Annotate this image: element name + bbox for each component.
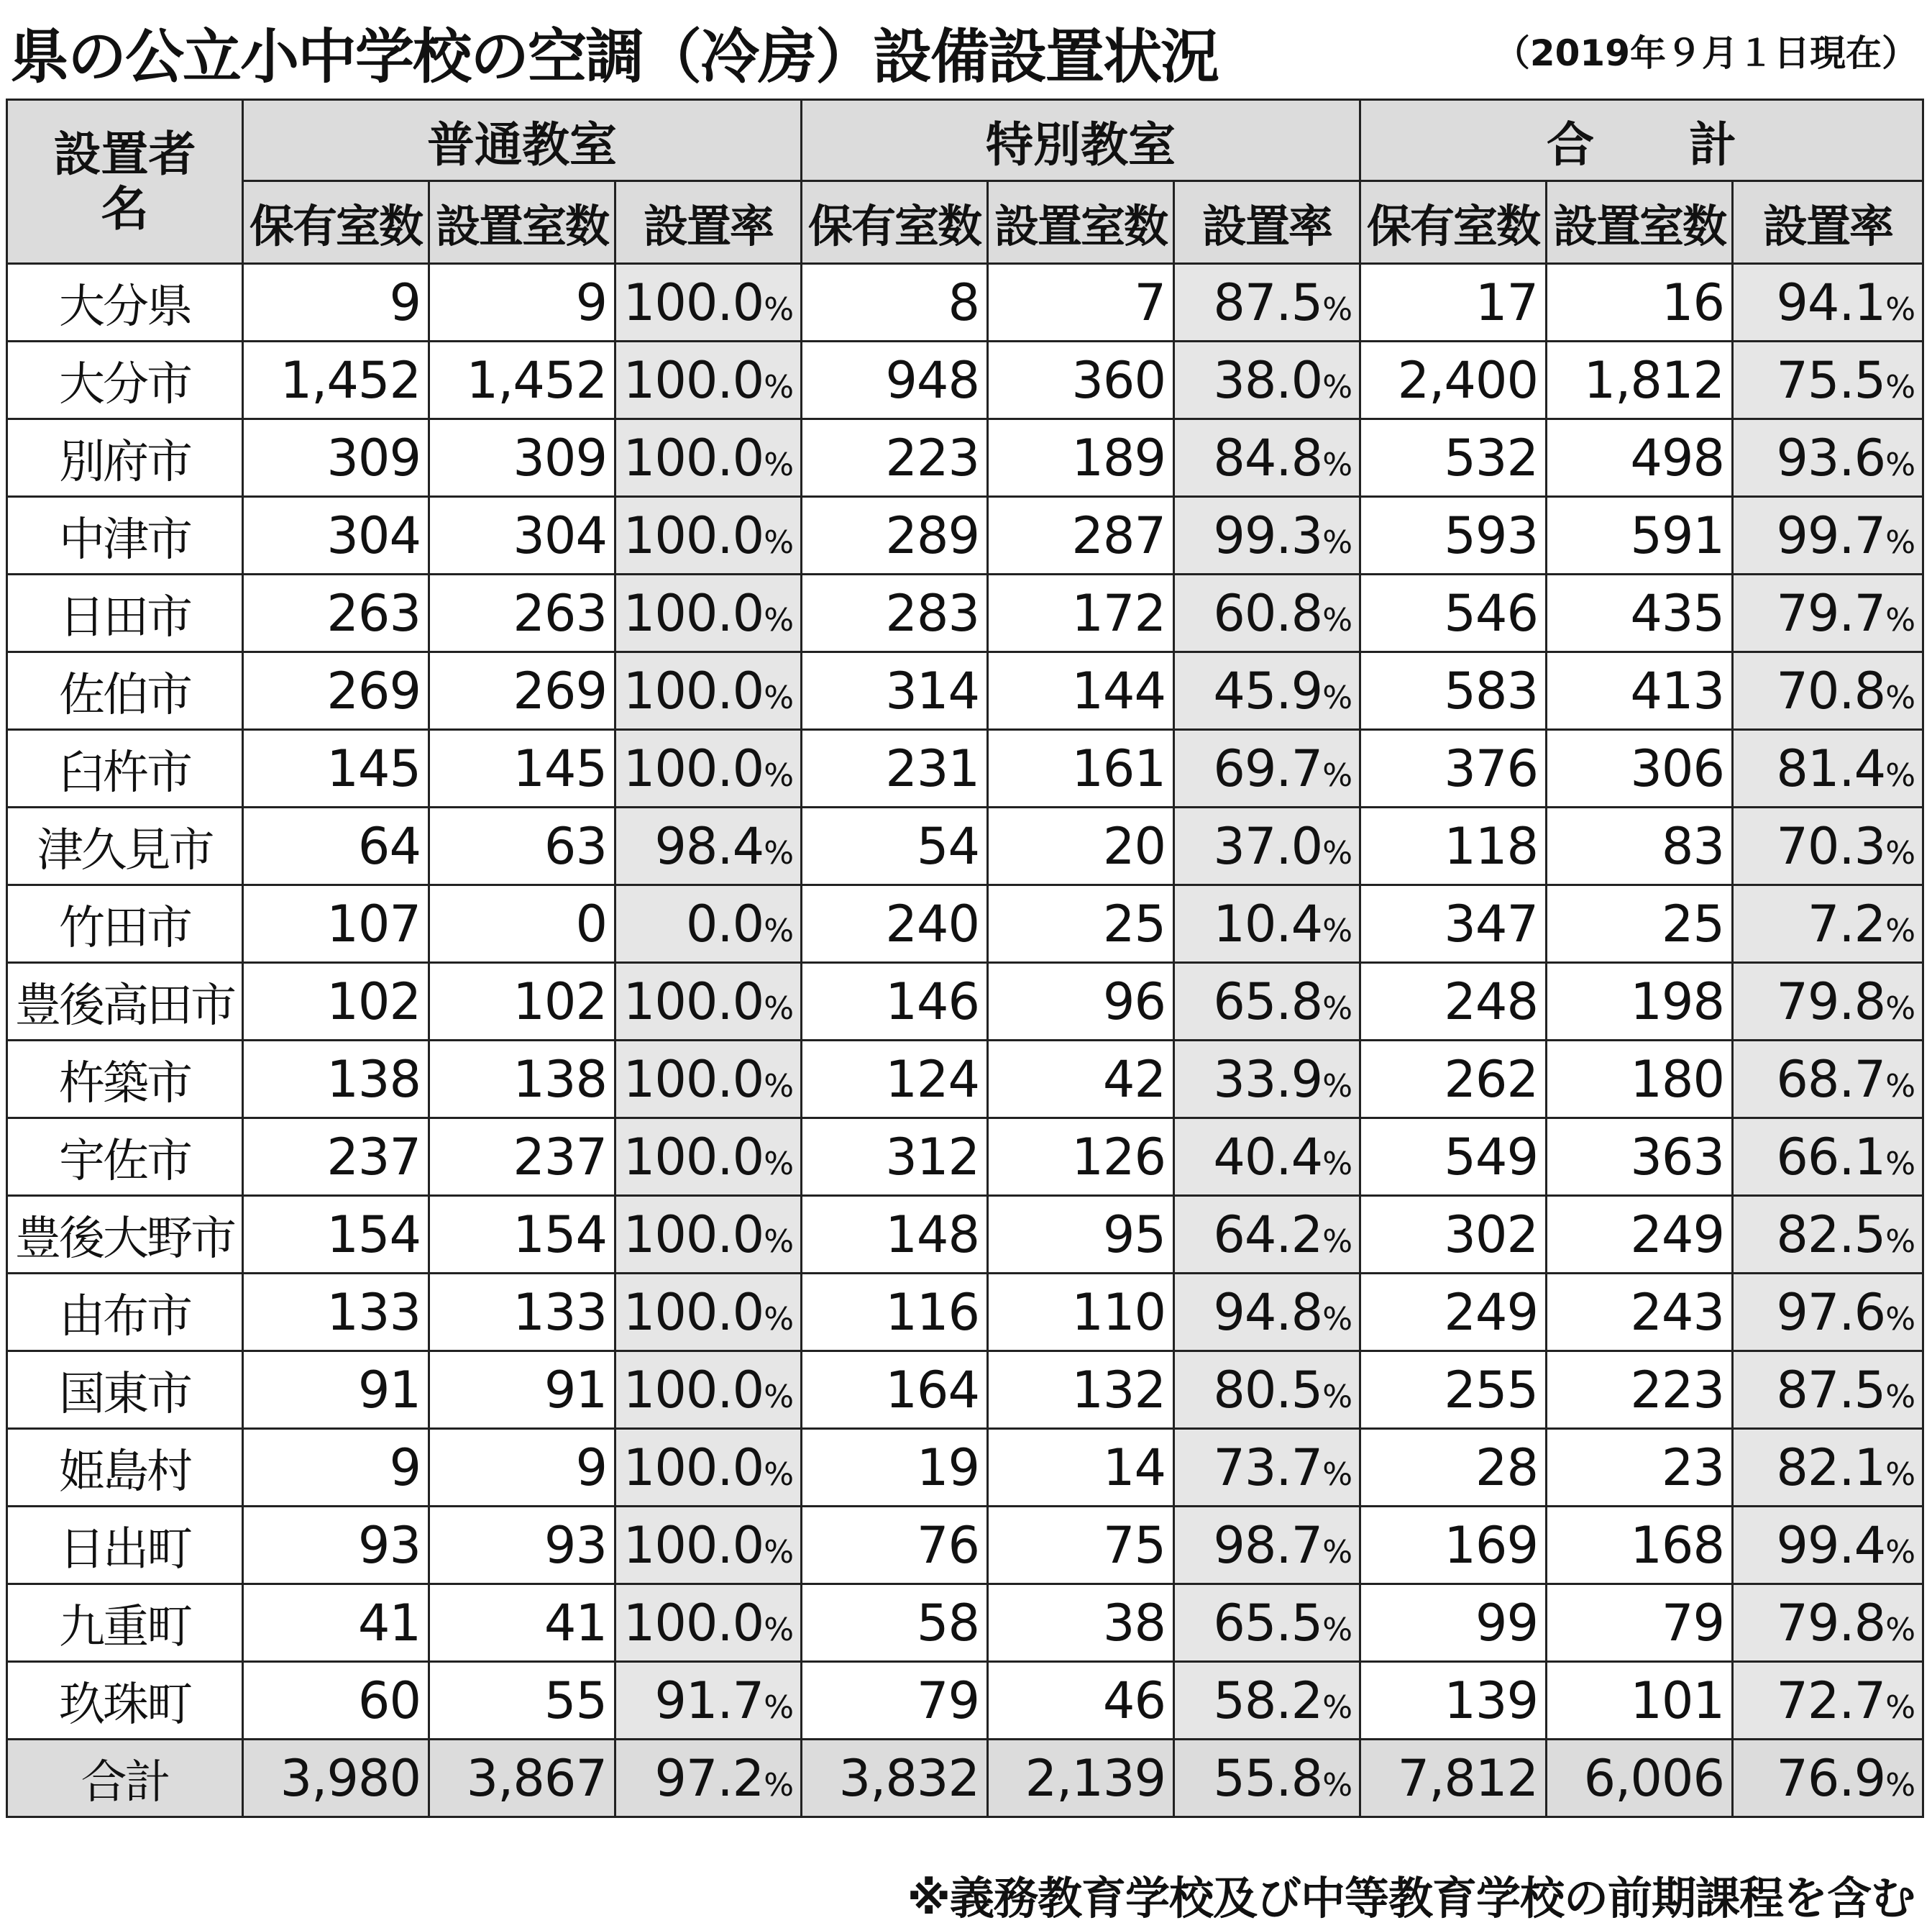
regular-rate-cell: 100.0% <box>615 1584 802 1662</box>
special-owned-cell: 76 <box>802 1507 988 1584</box>
total-rate-cell: 68.7% <box>1733 1041 1923 1118</box>
setter-name-cell: 津久見市 <box>7 808 243 885</box>
header-rate: 設置率 <box>615 181 802 264</box>
setter-name-cell: 宇佐市 <box>7 1118 243 1196</box>
regular-rate-cell: 100.0% <box>615 1196 802 1274</box>
page-title: 県の公立小中学校の空調（冷房）設備設置状況 <box>10 23 1219 91</box>
table-row <box>7 1507 1923 1584</box>
regular-rate-cell: 100.0% <box>615 1274 802 1351</box>
special-installed-cell: 25 <box>988 885 1174 963</box>
regular-owned-cell: 60 <box>243 1662 429 1740</box>
total-owned-cell: 28 <box>1360 1429 1547 1507</box>
total-rate-cell: 72.7% <box>1733 1662 1923 1740</box>
total-owned-cell: 546 <box>1360 575 1547 652</box>
regular-owned-cell: 304 <box>243 497 429 575</box>
total-owned-cell: 17 <box>1360 264 1547 342</box>
header-group-special: 特別教室 <box>802 100 1360 181</box>
table-row <box>7 652 1923 730</box>
special-owned-cell: 223 <box>802 419 988 497</box>
total-rate-cell: 82.5% <box>1733 1196 1923 1274</box>
special-rate-cell: 64.2% <box>1174 1196 1360 1274</box>
special-installed-cell: 144 <box>988 652 1174 730</box>
special-owned-cell: 146 <box>802 963 988 1041</box>
regular-rate-cell: 100.0% <box>615 342 802 419</box>
setter-name-cell: 大分市 <box>7 342 243 419</box>
special-owned-cell: 948 <box>802 342 988 419</box>
table-row <box>7 730 1923 808</box>
regular-rate-cell: 100.0% <box>615 1507 802 1584</box>
special-owned-cell: 314 <box>802 652 988 730</box>
special-installed-cell: 7 <box>988 264 1174 342</box>
regular-owned-cell: 93 <box>243 1507 429 1584</box>
table-row <box>7 575 1923 652</box>
regular-installed-cell: 3,867 <box>429 1740 615 1817</box>
special-owned-cell: 231 <box>802 730 988 808</box>
regular-rate-cell: 100.0% <box>615 497 802 575</box>
regular-owned-cell: 9 <box>243 264 429 342</box>
regular-installed-cell: 304 <box>429 497 615 575</box>
table-row <box>7 1662 1923 1740</box>
table-row <box>7 1429 1923 1507</box>
total-installed-cell: 180 <box>1547 1041 1733 1118</box>
regular-owned-cell: 3,980 <box>243 1740 429 1817</box>
total-installed-cell: 16 <box>1547 264 1733 342</box>
header-installed: 設置室数 <box>988 181 1174 264</box>
total-rate-cell: 79.8% <box>1733 1584 1923 1662</box>
regular-installed-cell: 145 <box>429 730 615 808</box>
table-row <box>7 497 1923 575</box>
setter-name-cell: 豊後大野市 <box>7 1196 243 1274</box>
total-owned-cell: 262 <box>1360 1041 1547 1118</box>
special-rate-cell: 98.7% <box>1174 1507 1360 1584</box>
total-installed-cell: 306 <box>1547 730 1733 808</box>
special-owned-cell: 19 <box>802 1429 988 1507</box>
total-rate-cell: 97.6% <box>1733 1274 1923 1351</box>
total-rate-cell: 76.9% <box>1733 1740 1923 1817</box>
total-owned-cell: 169 <box>1360 1507 1547 1584</box>
setter-name-cell: 玖珠町 <box>7 1662 243 1740</box>
table-row <box>7 419 1923 497</box>
regular-owned-cell: 269 <box>243 652 429 730</box>
total-rate-cell: 79.7% <box>1733 575 1923 652</box>
setter-name-cell: 中津市 <box>7 497 243 575</box>
special-rate-cell: 69.7% <box>1174 730 1360 808</box>
special-installed-cell: 38 <box>988 1584 1174 1662</box>
setter-name-cell: 杵築市 <box>7 1041 243 1118</box>
special-rate-cell: 40.4% <box>1174 1118 1360 1196</box>
total-rate-cell: 81.4% <box>1733 730 1923 808</box>
header-owned: 保有室数 <box>243 181 429 264</box>
regular-installed-cell: 269 <box>429 652 615 730</box>
regular-owned-cell: 9 <box>243 1429 429 1507</box>
regular-installed-cell: 263 <box>429 575 615 652</box>
regular-rate-cell: 100.0% <box>615 1041 802 1118</box>
special-rate-cell: 45.9% <box>1174 652 1360 730</box>
total-owned-cell: 99 <box>1360 1584 1547 1662</box>
setter-name-cell: 日田市 <box>7 575 243 652</box>
special-installed-cell: 172 <box>988 575 1174 652</box>
special-owned-cell: 79 <box>802 1662 988 1740</box>
regular-owned-cell: 102 <box>243 963 429 1041</box>
total-installed-cell: 498 <box>1547 419 1733 497</box>
total-owned-cell: 302 <box>1360 1196 1547 1274</box>
total-installed-cell: 6,006 <box>1547 1740 1733 1817</box>
regular-rate-cell: 100.0% <box>615 419 802 497</box>
total-installed-cell: 79 <box>1547 1584 1733 1662</box>
setter-name-cell: 大分県 <box>7 264 243 342</box>
regular-rate-cell: 100.0% <box>615 264 802 342</box>
header-group-total: 合 計 <box>1360 100 1923 181</box>
setter-name-cell: 合計 <box>7 1740 243 1817</box>
regular-installed-cell: 9 <box>429 264 615 342</box>
total-installed-cell: 83 <box>1547 808 1733 885</box>
setter-name-cell: 別府市 <box>7 419 243 497</box>
special-installed-cell: 95 <box>988 1196 1174 1274</box>
regular-rate-cell: 100.0% <box>615 652 802 730</box>
table-row <box>7 1041 1923 1118</box>
total-installed-cell: 243 <box>1547 1274 1733 1351</box>
special-rate-cell: 33.9% <box>1174 1041 1360 1118</box>
total-owned-cell: 118 <box>1360 808 1547 885</box>
total-installed-cell: 249 <box>1547 1196 1733 1274</box>
regular-installed-cell: 93 <box>429 1507 615 1584</box>
total-owned-cell: 549 <box>1360 1118 1547 1196</box>
special-owned-cell: 312 <box>802 1118 988 1196</box>
total-rate-cell: 7.2% <box>1733 885 1923 963</box>
special-rate-cell: 55.8% <box>1174 1740 1360 1817</box>
special-rate-cell: 99.3% <box>1174 497 1360 575</box>
regular-rate-cell: 100.0% <box>615 1351 802 1429</box>
special-installed-cell: 287 <box>988 497 1174 575</box>
total-owned-cell: 532 <box>1360 419 1547 497</box>
table-row <box>7 1196 1923 1274</box>
special-rate-cell: 10.4% <box>1174 885 1360 963</box>
regular-installed-cell: 0 <box>429 885 615 963</box>
special-installed-cell: 96 <box>988 963 1174 1041</box>
total-owned-cell: 255 <box>1360 1351 1547 1429</box>
table-row <box>7 1351 1923 1429</box>
table-row <box>7 1584 1923 1662</box>
special-rate-cell: 60.8% <box>1174 575 1360 652</box>
total-installed-cell: 168 <box>1547 1507 1733 1584</box>
total-rate-cell: 99.4% <box>1733 1507 1923 1584</box>
header-setter-name: 設置者 名 <box>7 100 243 264</box>
special-installed-cell: 2,139 <box>988 1740 1174 1817</box>
special-installed-cell: 132 <box>988 1351 1174 1429</box>
header-owned: 保有室数 <box>1360 181 1547 264</box>
special-installed-cell: 189 <box>988 419 1174 497</box>
header-rate: 設置率 <box>1174 181 1360 264</box>
total-installed-cell: 363 <box>1547 1118 1733 1196</box>
setter-name-cell: 由布市 <box>7 1274 243 1351</box>
special-installed-cell: 46 <box>988 1662 1174 1740</box>
regular-installed-cell: 1,452 <box>429 342 615 419</box>
setter-name-cell: 臼杵市 <box>7 730 243 808</box>
special-rate-cell: 65.5% <box>1174 1584 1360 1662</box>
total-rate-cell: 93.6% <box>1733 419 1923 497</box>
special-rate-cell: 38.0% <box>1174 342 1360 419</box>
total-installed-cell: 413 <box>1547 652 1733 730</box>
total-rate-cell: 79.8% <box>1733 963 1923 1041</box>
total-owned-cell: 7,812 <box>1360 1740 1547 1817</box>
regular-owned-cell: 107 <box>243 885 429 963</box>
total-rate-cell: 82.1% <box>1733 1429 1923 1507</box>
regular-owned-cell: 263 <box>243 575 429 652</box>
special-installed-cell: 360 <box>988 342 1174 419</box>
total-rate-cell: 75.5% <box>1733 342 1923 419</box>
regular-owned-cell: 138 <box>243 1041 429 1118</box>
setter-name-cell: 佐伯市 <box>7 652 243 730</box>
regular-installed-cell: 138 <box>429 1041 615 1118</box>
total-owned-cell: 139 <box>1360 1662 1547 1740</box>
total-rate-cell: 66.1% <box>1733 1118 1923 1196</box>
special-owned-cell: 124 <box>802 1041 988 1118</box>
regular-installed-cell: 63 <box>429 808 615 885</box>
table-row <box>7 264 1923 342</box>
special-installed-cell: 20 <box>988 808 1174 885</box>
special-rate-cell: 73.7% <box>1174 1429 1360 1507</box>
header-installed: 設置室数 <box>1547 181 1733 264</box>
special-owned-cell: 3,832 <box>802 1740 988 1817</box>
regular-installed-cell: 91 <box>429 1351 615 1429</box>
regular-installed-cell: 102 <box>429 963 615 1041</box>
regular-installed-cell: 9 <box>429 1429 615 1507</box>
regular-rate-cell: 100.0% <box>615 1429 802 1507</box>
setter-name-cell: 竹田市 <box>7 885 243 963</box>
total-rate-cell: 70.8% <box>1733 652 1923 730</box>
total-installed-cell: 1,812 <box>1547 342 1733 419</box>
footnote: ※義務教育学校及び中等教育学校の前期課程を含む <box>907 1872 1915 1924</box>
special-installed-cell: 14 <box>988 1429 1174 1507</box>
regular-installed-cell: 309 <box>429 419 615 497</box>
total-rate-cell: 70.3% <box>1733 808 1923 885</box>
setter-name-cell: 国東市 <box>7 1351 243 1429</box>
special-rate-cell: 65.8% <box>1174 963 1360 1041</box>
regular-owned-cell: 64 <box>243 808 429 885</box>
setter-name-cell: 姫島村 <box>7 1429 243 1507</box>
regular-rate-cell: 98.4% <box>615 808 802 885</box>
regular-rate-cell: 91.7% <box>615 1662 802 1740</box>
total-installed-cell: 25 <box>1547 885 1733 963</box>
special-owned-cell: 116 <box>802 1274 988 1351</box>
total-owned-cell: 347 <box>1360 885 1547 963</box>
regular-owned-cell: 154 <box>243 1196 429 1274</box>
header-rate: 設置率 <box>1733 181 1923 264</box>
regular-rate-cell: 100.0% <box>615 1118 802 1196</box>
regular-owned-cell: 309 <box>243 419 429 497</box>
setter-name-cell: 日出町 <box>7 1507 243 1584</box>
regular-rate-cell: 100.0% <box>615 730 802 808</box>
setter-name-cell: 豊後高田市 <box>7 963 243 1041</box>
regular-rate-cell: 0.0% <box>615 885 802 963</box>
header-group-regular: 普通教室 <box>243 100 802 181</box>
special-owned-cell: 164 <box>802 1351 988 1429</box>
special-owned-cell: 283 <box>802 575 988 652</box>
as-of-date: （2019年９月１日現在） <box>1493 32 1918 74</box>
setter-name-cell: 九重町 <box>7 1584 243 1662</box>
regular-installed-cell: 55 <box>429 1662 615 1740</box>
special-owned-cell: 289 <box>802 497 988 575</box>
total-owned-cell: 248 <box>1360 963 1547 1041</box>
regular-installed-cell: 41 <box>429 1584 615 1662</box>
regular-installed-cell: 133 <box>429 1274 615 1351</box>
total-rate-cell: 99.7% <box>1733 497 1923 575</box>
special-installed-cell: 75 <box>988 1507 1174 1584</box>
total-owned-cell: 2,400 <box>1360 342 1547 419</box>
header-owned: 保有室数 <box>802 181 988 264</box>
total-installed-cell: 435 <box>1547 575 1733 652</box>
special-rate-cell: 87.5% <box>1174 264 1360 342</box>
regular-owned-cell: 237 <box>243 1118 429 1196</box>
special-rate-cell: 84.8% <box>1174 419 1360 497</box>
table-row <box>7 1274 1923 1351</box>
table-row <box>7 885 1923 963</box>
total-owned-cell: 593 <box>1360 497 1547 575</box>
special-installed-cell: 110 <box>988 1274 1174 1351</box>
special-rate-cell: 37.0% <box>1174 808 1360 885</box>
header-installed: 設置室数 <box>429 181 615 264</box>
total-owned-cell: 249 <box>1360 1274 1547 1351</box>
regular-installed-cell: 237 <box>429 1118 615 1196</box>
special-rate-cell: 94.8% <box>1174 1274 1360 1351</box>
special-installed-cell: 126 <box>988 1118 1174 1196</box>
total-installed-cell: 23 <box>1547 1429 1733 1507</box>
table-body <box>7 264 1923 1817</box>
special-owned-cell: 8 <box>802 264 988 342</box>
regular-rate-cell: 97.2% <box>615 1740 802 1817</box>
special-owned-cell: 148 <box>802 1196 988 1274</box>
regular-owned-cell: 133 <box>243 1274 429 1351</box>
data-table <box>6 99 1924 1818</box>
total-rate-cell: 94.1% <box>1733 264 1923 342</box>
total-installed-cell: 101 <box>1547 1662 1733 1740</box>
regular-owned-cell: 91 <box>243 1351 429 1429</box>
table-row <box>7 808 1923 885</box>
regular-installed-cell: 154 <box>429 1196 615 1274</box>
table-row <box>7 1118 1923 1196</box>
total-installed-cell: 223 <box>1547 1351 1733 1429</box>
total-rate-cell: 87.5% <box>1733 1351 1923 1429</box>
special-owned-cell: 54 <box>802 808 988 885</box>
regular-rate-cell: 100.0% <box>615 575 802 652</box>
total-owned-cell: 376 <box>1360 730 1547 808</box>
special-installed-cell: 42 <box>988 1041 1174 1118</box>
table-row <box>7 963 1923 1041</box>
total-owned-cell: 583 <box>1360 652 1547 730</box>
regular-owned-cell: 41 <box>243 1584 429 1662</box>
special-rate-cell: 58.2% <box>1174 1662 1360 1740</box>
special-owned-cell: 58 <box>802 1584 988 1662</box>
regular-owned-cell: 145 <box>243 730 429 808</box>
special-rate-cell: 80.5% <box>1174 1351 1360 1429</box>
special-installed-cell: 161 <box>988 730 1174 808</box>
regular-rate-cell: 100.0% <box>615 963 802 1041</box>
table-row <box>7 342 1923 419</box>
regular-owned-cell: 1,452 <box>243 342 429 419</box>
total-row <box>7 1740 1923 1817</box>
total-installed-cell: 591 <box>1547 497 1733 575</box>
special-owned-cell: 240 <box>802 885 988 963</box>
total-installed-cell: 198 <box>1547 963 1733 1041</box>
